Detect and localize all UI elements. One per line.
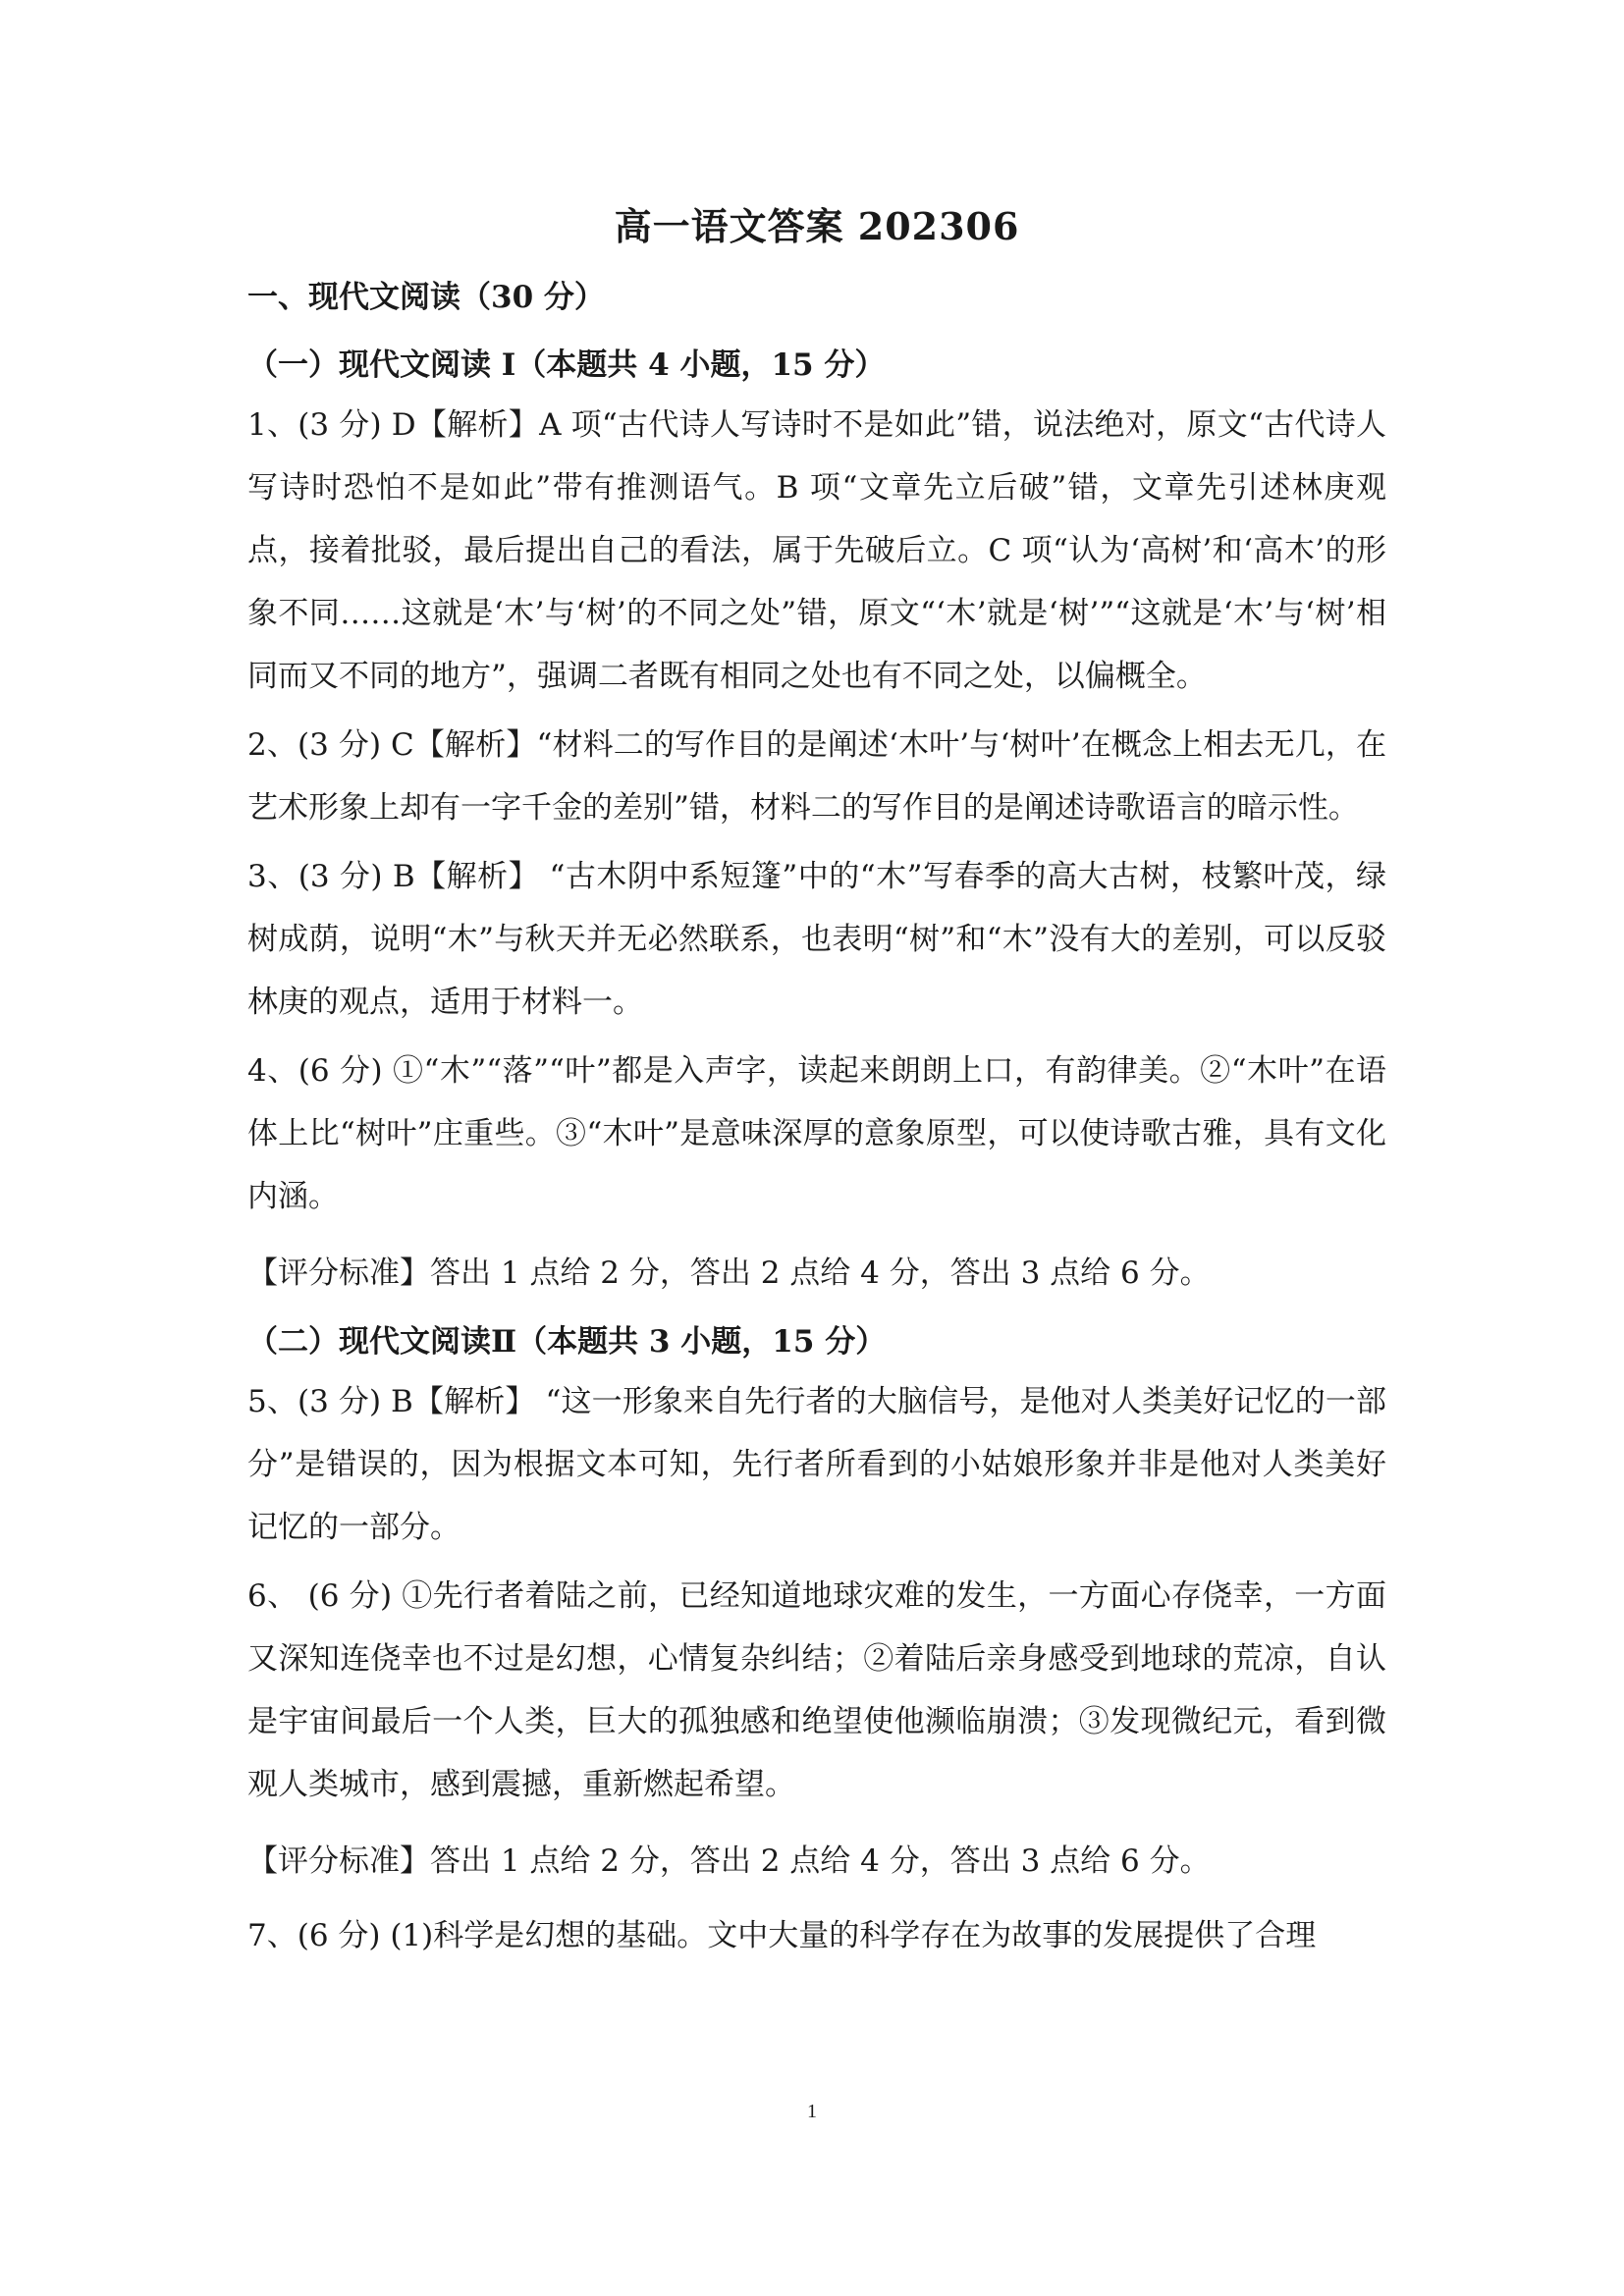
answer-4: 4、(6 分) ①“木”“落”“叶”都是入声字，读起来朗朗上口，有韵律美。②“木叶”在语体上比“树叶”庄重些。③“木叶”是意味深厚的意象原型，可以使诗歌古雅，具有文化内涵。: [247, 1053, 1386, 1214]
answer-3: 3、(3 分) B【解析】 “古木阴中系短篷”中的“木”写春季的高大古树，枝繁叶茂，绿树成荫，说明“木”与秋天并无必然联系，也表明“树”和“木”没有大的差别，可以反驳林庚的观点，适用于材料一。: [247, 859, 1386, 1020]
answer-1: 1、(3 分) D【解析】A 项“古代诗人写诗时不是如此”错，说法绝对，原文“古代诗人写诗时恐怕不是如此”带有推测语气。B 项“文章先立后破”错，文章先引述林庚观点，接着批驳，最后提出自己的看法，属于先破后立。C 项“认为‘高树’和‘高木’的形象不同……这就是‘木’与‘树’的不同之处”错，原文“‘木’就是‘树’”“这就是‘木’与‘树’相同而又不同的地方”，强调二者既有相同之处也有不同之处，以偏概全。: [247, 407, 1386, 694]
answer-6: 6、 (6 分) ①先行者着陆之前，已经知道地球灾难的发生，一方面心存侥幸，一方面又深知连侥幸也不过是幻想，心情复杂纠结；②着陆后亲身感受到地球的荒凉，自认是宇宙间最后一个人类，巨大的孤独感和绝望使他濒临崩溃；③发现微纪元，看到微观人类城市，感到震撼，重新燃起希望。: [247, 1578, 1386, 1802]
answer-2: 2、(3 分) C【解析】“材料二的写作目的是阐述‘木叶’与‘树叶’在概念上相去无几，在艺术形象上却有一字千金的差别”错，材料二的写作目的是阐述诗歌语言的暗示性。: [247, 727, 1386, 826]
document-content: [247, 196, 1386, 1973]
answer-5: 5、(3 分) B【解析】 “这一形象来自先行者的大脑信号，是他对人类美好记忆的一部分”是错误的，因为根据文本可知，先行者所看到的小姑娘形象并非是他对人类美好记忆的一部分。: [247, 1384, 1386, 1545]
answer-7: 7、(6 分) (1)科学是幻想的基础。文中大量的科学存在为故事的发展提供了合理: [247, 1918, 1317, 1953]
subsection-heading-reading-1: （一）现代文阅读 I（本题共 4 小题，15 分）: [247, 347, 886, 383]
section-heading-modern-reading: 一、现代文阅读（30 分）: [247, 280, 605, 315]
document-title: 高一语文答案 202306: [614, 204, 1020, 248]
subsection-heading-reading-2: （二）现代文阅读Ⅱ（本题共 3 小题，15 分）: [247, 1324, 887, 1360]
score-standard-part2: 【评分标准】答出 1 点给 2 分，答出 2 点给 4 分，答出 3 点给 6 分。: [247, 1843, 1211, 1879]
score-standard-part1: 【评分标准】答出 1 点给 2 分，答出 2 点给 4 分，答出 3 点给 6 分。: [247, 1255, 1211, 1291]
page-number: 1: [807, 2101, 817, 2122]
